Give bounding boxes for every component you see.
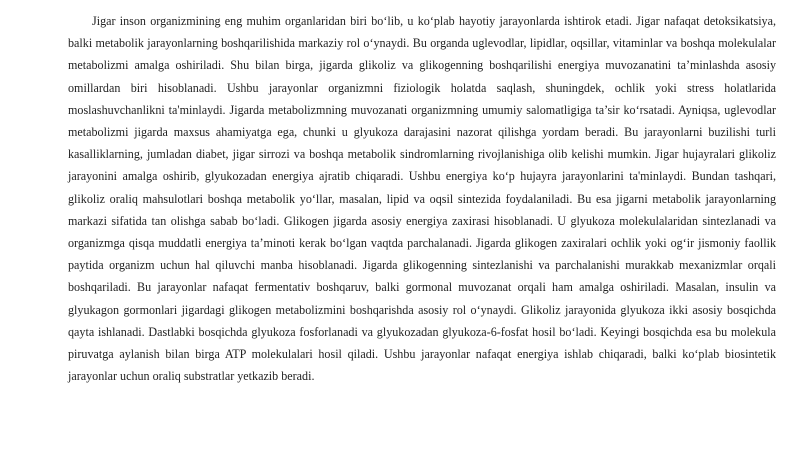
body-paragraph: Jigar inson organizmining eng muhim organlaridan biri bo‘lib, u ko‘plab hayotiy jarayonlarda ishtirok etadi. Jigar nafaqat detoksikatsiya, balki metabolik jarayonlarning boshqarilishida markaziy rol o‘ynaydi. Bu organda uglevodlar, lipidlar, oqsillar, vitaminlar va boshqa molekulalar metabolizmi amalga oshiriladi. Shu bilan birga, jigarda glikoliz va glikogenning boshqarilishi energiya muvozanatini ta’minlashda asosiy omillardan biri hisoblanadi. Ushbu jarayonlar organizmni fiziologik holatda saqlash, shuningdek, ochlik yoki stress holatlarida moslashuvchanlikni ta'minlaydi. Jigarda metabolizmning muvozanati organizmning umumiy salomatligiga ta’sir ko‘rsatadi. Ayniqsa, uglevodlar metabolizmi jigarda maxsus ahamiyatga ega, chunki u glyukoza darajasini nazorat qilishga yordam beradi. Bu jarayonlarni buzilishi turli kasalliklarning, jumladan diabet, jigar sirrozi va boshqa metabolik sindromlarning rivojlanishiga olib kelishi mumkin. Jigar hujayralari glikoliz jarayonini amalga oshirib, glyukozadan energiya ajratib chiqaradi. Ushbu energiya ko‘p hujayra jarayonlarini ta'minlaydi. Bundan tashqari, glikoliz oraliq mahsulotlari boshqa metabolik yo‘llar, masalan, lipid va oqsil sintezida foydalaniladi. Bu esa jigarni metabolik jarayonlarning markazi sifatida tan olishga sabab bo‘ladi. Glikogen jigarda asosiy energiya zaxirasi hisoblanadi. U glyukoza molekulalaridan sintezlanadi va organizmga qisqa muddatli energiya ta’minoti kerak bo‘lgan vaqtda parchalanadi. Jigarda glikogen zaxiralari ochlik yoki og‘ir jismoniy faollik paytida organizm uchun hal qiluvchi manba hisoblanadi. Jigarda glikogenning sintezlanishi va parchalanishi murakkab mexanizmlar orqali boshqariladi. Bu jarayonlar nafaqat fermentativ boshqaruv, balki gormonal muvozanat orqali ham amalga oshiriladi. Masalan, insulin va glyukagon gormonlari jigardagi glikogen metabolizmini boshqarishda asosiy rol o‘ynaydi. Glikoliz jarayonida glyukoza ikki asosiy bosqichda qayta ishlanadi. Dastlabki bosqichda glyukoza fosforlanadi va glyukozadan glyukoza-6-fosfat hosil bo‘ladi. Keyingi bosqichda esa bu molekula piruvatga aylanish bilan birga ATP molekulalari hosil qiladi. Ushbu jarayonlar nafaqat energiya ishlab chiqaradi, balki ko‘plab biosintetik jarayonlar uchun oraliq substratlar yetkazib beradi. [68,14,776,384]
